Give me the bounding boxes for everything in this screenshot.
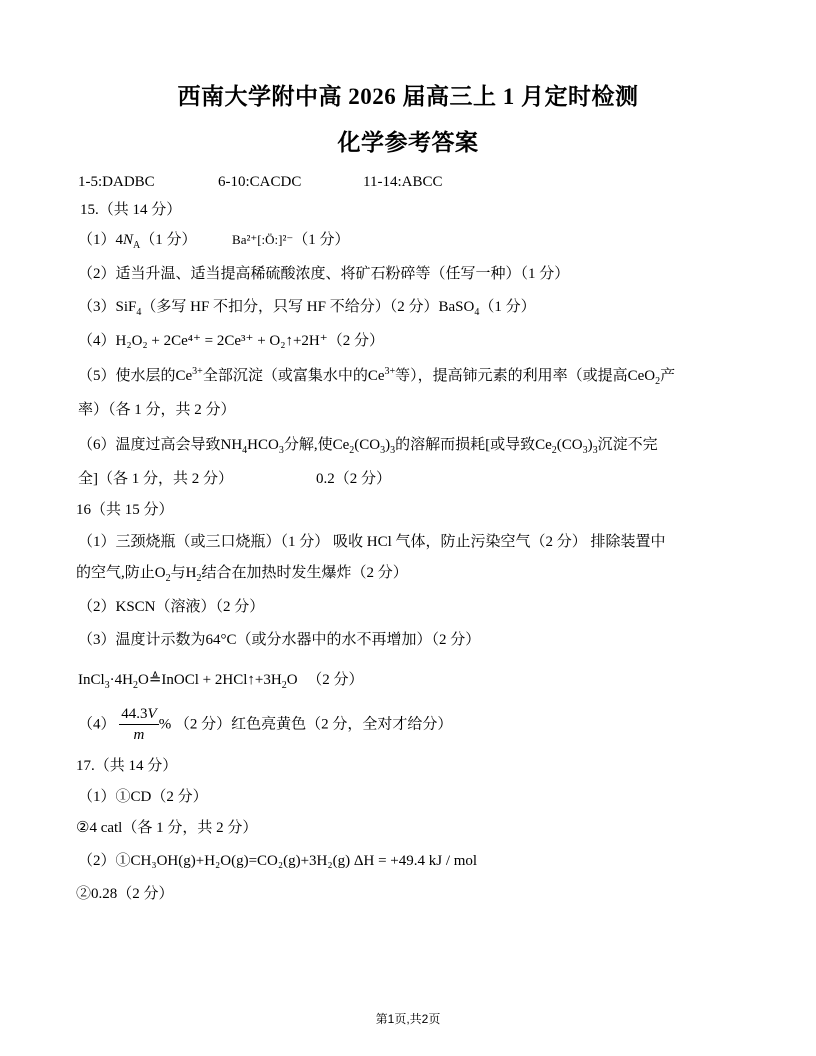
q15-part3: （3）SiF$_4$（多写 HF 不扣分，只写 HF 不给分）（2 分）BaSO$_4$（1 分）: [78, 299, 536, 318]
methanol-reforming-equation: CH₃OH(g)+H₂O(g)=CO₂(g)+3H₂(g) ΔH = +49.4 kJ / mol: [130, 853, 478, 869]
q17-part1: （1）①CD（2 分）: [78, 789, 208, 805]
q17-heading: 17.（共 14 分）: [76, 758, 178, 774]
mc-answers: [78, 172, 748, 192]
barium-peroxide-lewis-structure: Ba²⁺[:Ö:]²⁻: [232, 232, 294, 247]
q16-part1-line1: （1）三颈烧瓶（或三口烧瓶）（1 分） 吸收 HCl 气体，防止污染空气（2 分） 排除装置中: [78, 534, 666, 550]
q15-part5-line2: 率）（各 1 分，共 2 分）: [78, 402, 236, 418]
q17-part2: （2）①CH₃OH(g)+H₂O(g)=CO₂(g)+3H₂(g) ΔH = +49.4 kJ / mol: [78, 853, 478, 869]
page-subtitle: 化学参考答案: [337, 130, 479, 155]
mc-group-1: 1-5:DADBC: [78, 174, 155, 190]
q17-part1b: ②4 catl（各 1 分，共 2 分）: [76, 820, 258, 836]
q16-part1-line2: 的空气,防止$O_2$与$H_2$结合在加热时发生爆炸（2 分）: [76, 565, 408, 584]
cerium-equation: H₂O₂ + 2Ce⁴⁺ = 2Ce³⁺ + O₂↑+2H⁺: [115, 333, 328, 349]
q16-part2: （2）KSCN（溶液）（2 分）: [78, 599, 265, 615]
q15-part4: （4）H₂O₂ + 2Ce⁴⁺ = 2Ce³⁺ + O₂↑+2H⁺（2 分）: [78, 333, 384, 349]
q15-part5-line1: （5）使水层的$Ce^{3+}$全部沉淀（或富集水中的$Ce^{3+}$等），提高铈元素的利用率（或提高CeO$_2$产: [78, 366, 676, 387]
q15-part1: $(1)4N_A(1$ 分） Ba²⁺[:Ö:]²⁻（1 分）: [78, 232, 350, 251]
q16-part3-equation: $InCl_3\cdot 4H_2O≜InOCl$ + $2HCl↑+3H_2O$ （2 分）: [78, 672, 364, 691]
q15-heading: 15.（共 14 分）: [80, 202, 182, 218]
purity-fraction: $\frac{44.3V}{m}$: [121, 706, 157, 743]
q16-heading: 16（共 15 分）: [76, 502, 174, 518]
q16-part4: （4） $\frac{44.3V}{m}$ % （2 分）红色亮黄色（2 分，全对才给分）: [78, 706, 453, 743]
q17-part2b: ②0.28（2 分）: [76, 886, 174, 902]
mc-group-3: 11-14:ABCC: [363, 174, 443, 190]
page-number: 第1页,共2页: [375, 1012, 441, 1026]
q15-part6-line1: （6）温度过高会导致$NH_4HCO_3$分解,使$Ce_2(CO_3)_3$的溶解而损耗[或导致$Ce_2(CO_3)_3$沉淀不完: [78, 437, 658, 456]
q15-part6-line2: 全]（各 1 分，共 2 分） 0.2（2 分）: [78, 471, 392, 487]
q15-part2: （2）适当升温、适当提高稀硫酸浓度、将矿石粉碎等（任写一种）（1 分）: [78, 266, 570, 282]
page-title: 西南大学附中高 2026 届高三上 1 月定时检测: [177, 84, 639, 109]
q16-part3: （3）温度计示数为64°C（或分水器中的水不再增加）（2 分）: [78, 632, 481, 648]
mc-group-2: 6-10:CACDC: [218, 174, 302, 190]
